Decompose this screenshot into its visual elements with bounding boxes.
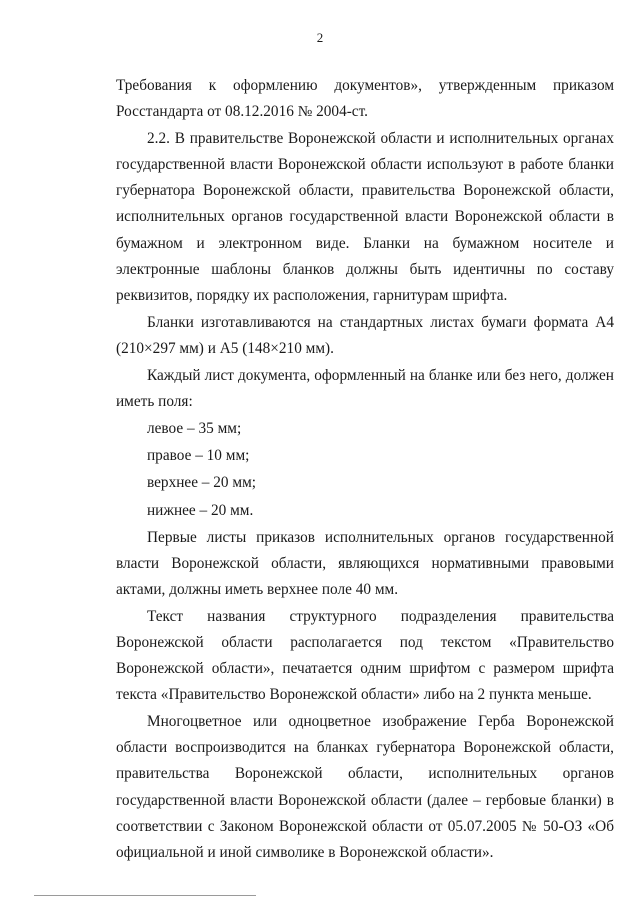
margin-top-item: верхнее – 20 мм;	[147, 474, 257, 492]
paragraph-margins-intro: Каждый лист документа, оформленный на бланке или без него, должен иметь поля:	[116, 367, 614, 411]
margin-left-item: левое – 35 мм;	[147, 420, 242, 438]
paragraph-section-2-2: 2.2. В правительстве Воронежской области и исполнительных органах государственной власти Воронежской области используют в работе бланки губернатора Воронежской области, правительства Воронежской области, исполнительных органов государственной власти Воронежской области в бумажном и электронном виде. Бланки на бумажном носителе и электронные шаблоны бланков должны быть идентичны по составу реквизитов, порядку их расположения, гарнитурам шрифта.	[116, 130, 614, 304]
margin-bottom-item: нижнее – 20 мм.	[147, 501, 254, 519]
paragraph-coat-of-arms: Многоцветное или одноцветное изображение Герба Воронежской области воспроизводится на бланках губернатора Воронежской области, правительства Воронежской области, исполнительных органов государственной власти Воронежской области (далее – гербовые бланки) в соответствии с Законом Воронежской области от 05.07.2005 № 50-ОЗ «Об официальной и иной символике в Воронежской области».	[116, 713, 614, 861]
page-number: 2	[316, 30, 324, 45]
margin-right-item: правое – 10 мм;	[147, 447, 250, 465]
document-body	[116, 73, 614, 866]
paragraph-continuation: Требования к оформлению документов», утвержденным приказом Росстандарта от 08.12.2016 № 2004-ст.	[116, 77, 614, 121]
paragraph-department-name: Текст названия структурного подразделения правительства Воронежской области располагается под текстом «Правительство Воронежской области», печатается одним шрифтом с размером шрифта текста «Правительство Воронежской области» либо на 2 пункта меньше.	[116, 607, 614, 704]
paragraph-first-sheets: Первые листы приказов исполнительных органов государственной власти Воронежской области, являющихся нормативными правовыми актами, должны иметь верхнее поле 40 мм.	[116, 528, 614, 598]
paragraph-paper-formats: Бланки изготавливаются на стандартных листах бумаги формата А4 (210×297 мм) и А5 (148×210 мм).	[116, 313, 614, 357]
footer-divider	[34, 895, 256, 896]
